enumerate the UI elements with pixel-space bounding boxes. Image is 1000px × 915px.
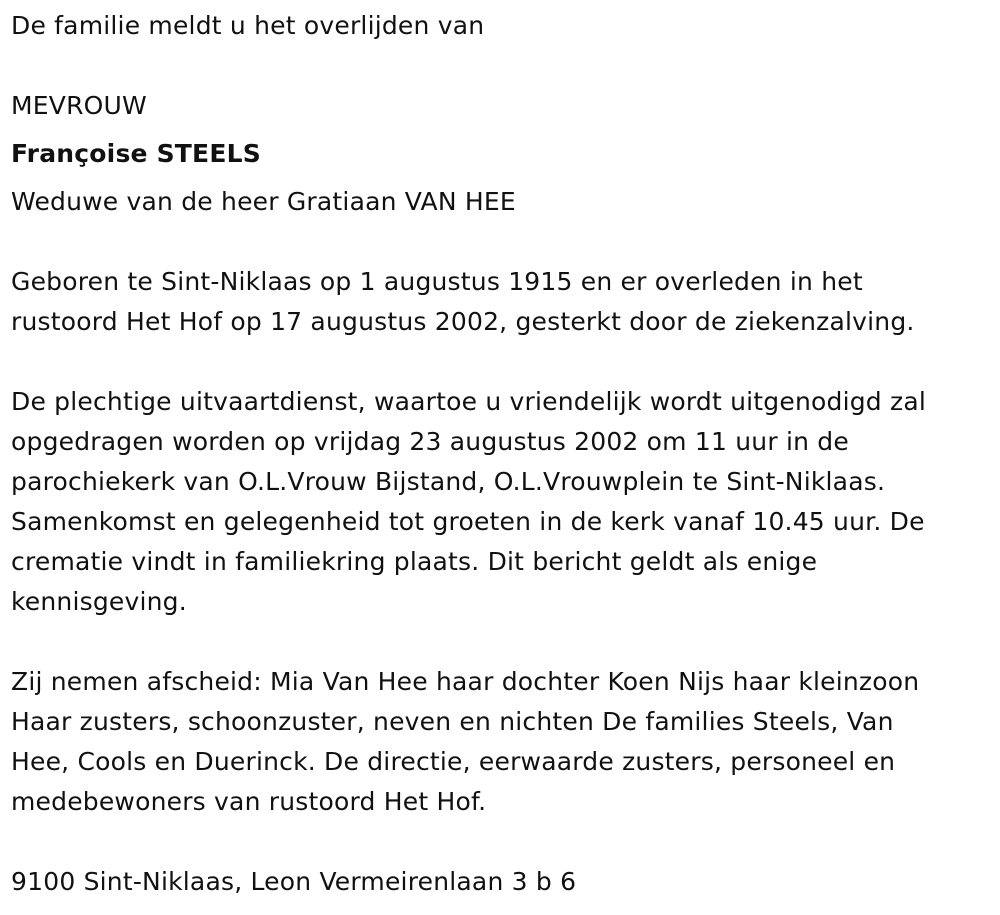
- address: 9100 Sint-Niklaas, Leon Vermeirenlaan 3 b 6: [11, 867, 577, 896]
- birth-line: rustoord Het Hof op 17 augustus 2002, gesterkt door de ziekenzalving.: [11, 307, 915, 336]
- service-line: crematie vindt in familiekring plaats. Dit bericht geldt als enige: [11, 547, 818, 576]
- farewell-line: Hee, Cools en Duerinck. De directie, eerwaarde zusters, personeel en: [11, 747, 896, 776]
- farewell-line: medebewoners van rustoord Het Hof.: [11, 787, 487, 816]
- birth-line: Geboren te Sint-Niklaas op 1 augustus 1915 en er overleden in het: [11, 267, 863, 296]
- service-line: kennisgeving.: [11, 587, 187, 616]
- deceased-name: Françoise STEELS: [11, 139, 261, 168]
- salutation: MEVROUW: [11, 91, 147, 120]
- service-line: Samenkomst en gelegenheid tot groeten in de kerk vanaf 10.45 uur. De: [11, 507, 925, 536]
- intro-text: De familie meldt u het overlijden van: [11, 11, 485, 40]
- farewell-line: Zij nemen afscheid: Mia Van Hee haar dochter Koen Nijs haar kleinzoon: [11, 667, 920, 696]
- farewell-line: Haar zusters, schoonzuster, neven en nichten De families Steels, Van: [11, 707, 894, 736]
- service-line: opgedragen worden op vrijdag 23 augustus 2002 om 11 uur in de: [11, 427, 849, 456]
- relation-text: Weduwe van de heer Gratiaan VAN HEE: [11, 187, 516, 216]
- service-line: De plechtige uitvaartdienst, waartoe u vriendelijk wordt uitgenodigd zal: [11, 387, 926, 416]
- service-line: parochiekerk van O.L.Vrouw Bijstand, O.L.Vrouwplein te Sint-Niklaas.: [11, 467, 886, 496]
